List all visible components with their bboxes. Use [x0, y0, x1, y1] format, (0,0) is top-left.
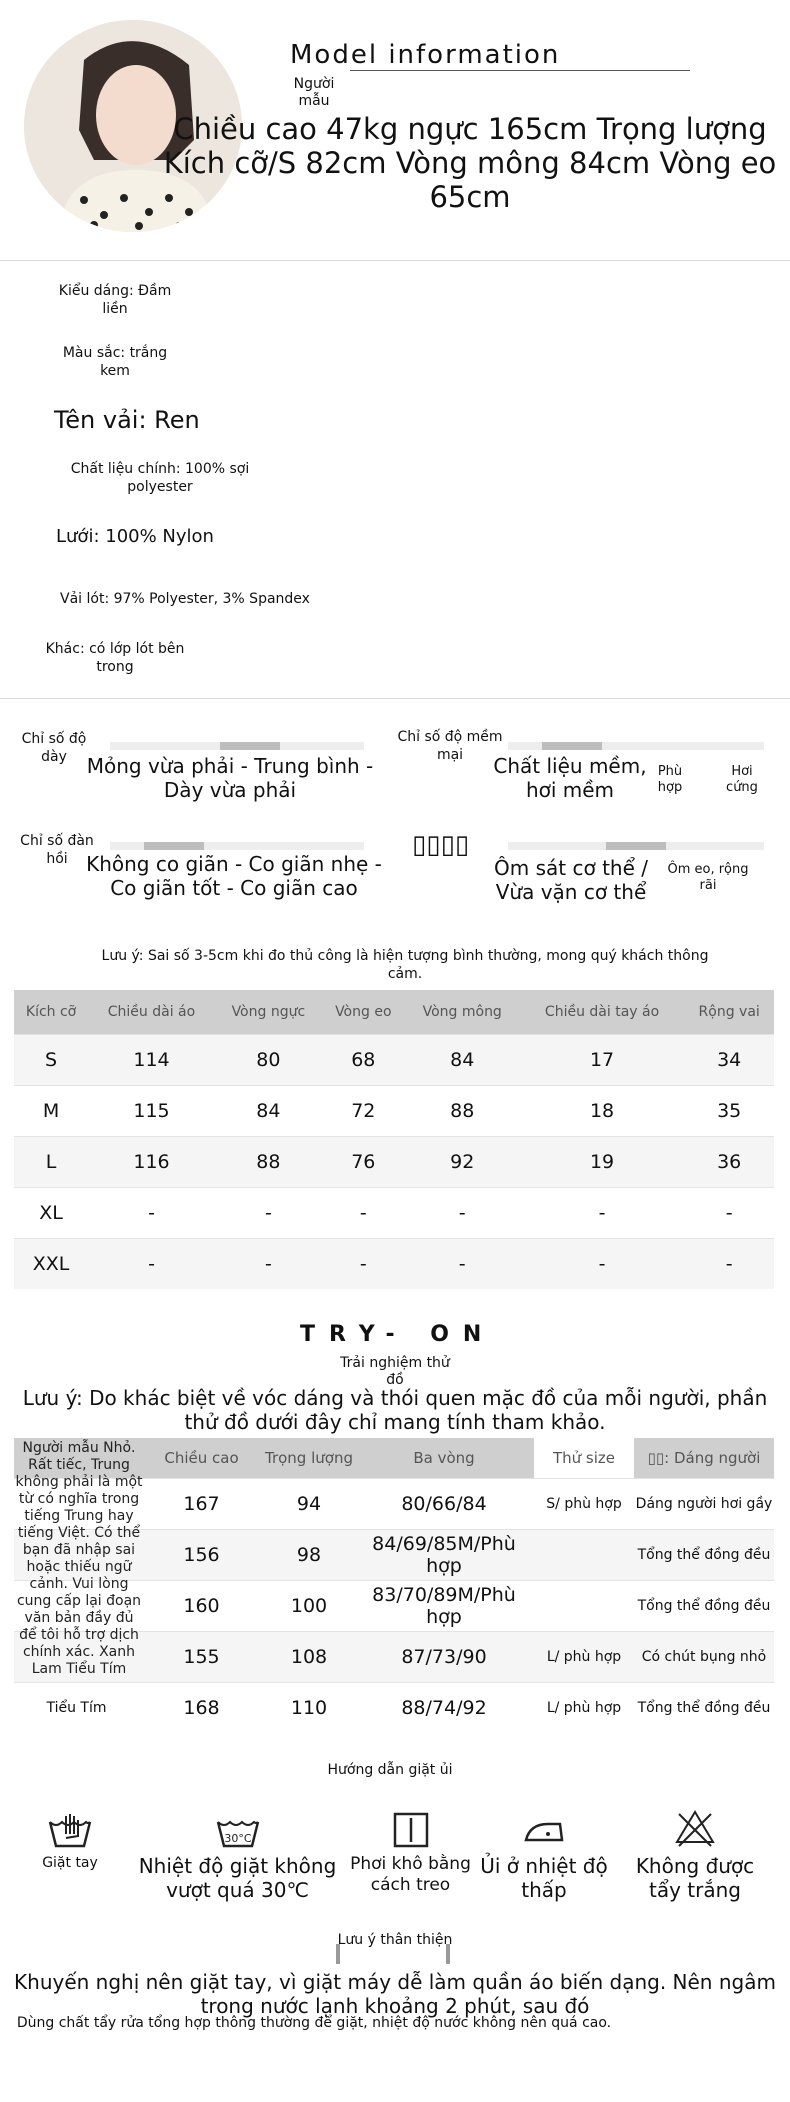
table-cell: 88: [215, 1137, 322, 1188]
table-cell: -: [88, 1239, 215, 1290]
table-cell: 88: [405, 1086, 520, 1137]
wash-title: Hướng dẫn giặt ủi: [327, 1762, 453, 1778]
tryon-subtitle: Trải nghiệm thử đồ: [340, 1355, 450, 1388]
table-row: [14, 1188, 774, 1239]
table-cell: XL: [14, 1188, 88, 1239]
wash-item-30: [130, 1812, 345, 1902]
divider: [0, 698, 790, 699]
tryon-model-names: Người mẫu Nhỏ. Rất tiếc, Trung không phải là một từ có nghĩa trong tiếng Trung hay tiếng Việt. Có thể bạn đã nhập sai hoặc thiếu ngữ cảnh. Vui lòng cung cấp lại đoạn văn bản đầy đủ để tôi hỗ trợ dịch chính xác. Xanh Lam Tiểu Tím: [15, 1440, 143, 1677]
elastic-desc: Không co giãn - Co giãn nhẹ - Co giãn tốt - Co giãn cao: [86, 852, 382, 900]
table-cell: Tổng thể đồng đều: [634, 1530, 774, 1581]
wash-item-hang: [348, 1812, 473, 1896]
table-cell: 108: [264, 1632, 354, 1683]
spec-mesh: Lưới: 100% Nylon: [56, 526, 214, 547]
table-cell: [534, 1581, 634, 1632]
tryon-note: Lưu ý: Do khác biệt về vóc dáng và thói quen mặc đồ của mỗi người, phần thử đồ dưới đây chỉ mang tính tham khảo.: [22, 1386, 768, 1434]
table-cell: -: [88, 1188, 215, 1239]
header-sleeve: Chiều dài tay áo: [520, 990, 685, 1035]
spec-material: Chất liệu chính: 100% sợi polyester: [70, 461, 250, 495]
thickness-bar: [110, 742, 364, 750]
table-cell: 160: [139, 1581, 264, 1632]
table-cell: M: [14, 1086, 88, 1137]
table-cell: 80: [215, 1035, 322, 1086]
table-row: [14, 1035, 774, 1086]
header-tried-size: Thử size: [534, 1438, 634, 1479]
table-cell: Tiểu Tím: [14, 1683, 139, 1734]
elastic-bar-fill: [144, 842, 204, 850]
tryon-title: TRY- ON: [300, 1322, 496, 1347]
header-waist: Vòng eo: [322, 990, 405, 1035]
elastic-label: Chỉ số đàn hồi: [20, 833, 94, 867]
header-bust: Vòng ngực: [215, 990, 322, 1035]
wash-label: Ủi ở nhiệt độ thấp: [480, 1854, 608, 1902]
table-cell: 72: [322, 1086, 405, 1137]
size-table-header: [14, 990, 774, 1035]
placeholder-boxes: ▯▯▯▯: [412, 830, 470, 860]
spec-color: Màu sắc: trắng kem: [62, 345, 168, 379]
iron-low-icon: [522, 1812, 566, 1848]
table-cell: 19: [520, 1137, 685, 1188]
table-cell: 84: [215, 1086, 322, 1137]
table-cell: -: [215, 1188, 322, 1239]
header-height: Chiều cao: [139, 1438, 264, 1479]
table-cell: 76: [322, 1137, 405, 1188]
wash-item-bleach: [620, 1808, 770, 1902]
table-cell: -: [520, 1239, 685, 1290]
header-body-type: ▯▯: Dáng người: [634, 1438, 774, 1479]
table-cell: 167: [139, 1479, 264, 1530]
fit-bar-fill: [606, 842, 666, 850]
table-cell: Tổng thể đồng đều: [634, 1581, 774, 1632]
fit-side: Ôm eo, rộng rãi: [667, 862, 749, 893]
table-cell: 34: [684, 1035, 774, 1086]
table-cell: 110: [264, 1683, 354, 1734]
table-cell: S/ phù hợp: [534, 1479, 634, 1530]
divider: [0, 260, 790, 261]
table-cell: L/ phù hợp: [534, 1632, 634, 1683]
table-cell: 168: [139, 1683, 264, 1734]
table-cell: 35: [684, 1086, 774, 1137]
table-cell: 116: [88, 1137, 215, 1188]
table-cell: 84: [405, 1035, 520, 1086]
table-cell: -: [322, 1188, 405, 1239]
header-shoulder: Rộng vai: [684, 990, 774, 1035]
table-cell: 88/74/92: [354, 1683, 534, 1734]
header-weight: Trọng lượng: [264, 1438, 354, 1479]
table-cell: -: [520, 1188, 685, 1239]
softness-desc: Chất liệu mềm, hơi mềm: [493, 754, 647, 802]
wash-30-icon: [216, 1812, 260, 1848]
thickness-desc: Mỏng vừa phải - Trung bình - Dày vừa phải: [86, 754, 374, 802]
wash-label: Phơi khô bằng cách treo: [350, 1854, 471, 1895]
model-title: Model information: [290, 40, 561, 70]
size-table: [14, 990, 774, 1289]
care-small-text: Dùng chất tẩy rửa tổng hợp thông thường để giặt, nhiệt độ nước không nên quá cao.: [16, 2015, 612, 2031]
table-cell: L/ phù hợp: [534, 1683, 634, 1734]
spec-lining: Vải lót: 97% Polyester, 3% Spandex: [60, 591, 310, 607]
table-cell: 94: [264, 1479, 354, 1530]
wash-item-hand: [30, 1812, 110, 1872]
table-cell: [534, 1530, 634, 1581]
wash-temp-text: 30°C: [223, 1832, 252, 1845]
wash-label: Không được tẩy trắng: [635, 1854, 755, 1902]
table-cell: 17: [520, 1035, 685, 1086]
table-cell: -: [684, 1188, 774, 1239]
table-cell: 84/69/85M/Phù hợp: [354, 1530, 534, 1581]
table-cell: 98: [264, 1530, 354, 1581]
softness-bar-fill: [542, 742, 602, 750]
table-cell: 155: [139, 1632, 264, 1683]
care-title: Lưu ý thân thiện: [337, 1932, 453, 1948]
care-text: Khuyến nghị nên giặt tay, vì giặt máy dễ làm quần áo biến dạng. Nên ngâm trong nước lạnh khoảng 2 phút, sau đó: [14, 1970, 776, 2018]
table-cell: 68: [322, 1035, 405, 1086]
table-row: [14, 1086, 774, 1137]
header-measurements: Ba vòng: [354, 1438, 534, 1479]
table-cell: -: [405, 1188, 520, 1239]
softness-side-hard: Hơi cứng: [726, 764, 758, 795]
table-cell: 83/70/89M/Phù hợp: [354, 1581, 534, 1632]
wash-item-iron: [478, 1812, 610, 1902]
hang-dry-icon: [393, 1812, 429, 1848]
spec-fabric: Tên vải: Ren: [54, 406, 200, 434]
table-cell: 114: [88, 1035, 215, 1086]
table-row: [14, 1137, 774, 1188]
thickness-label: Chỉ số độ dày: [21, 731, 87, 765]
table-cell: -: [322, 1239, 405, 1290]
table-cell: -: [215, 1239, 322, 1290]
table-cell: 36: [684, 1137, 774, 1188]
table-row: [14, 1683, 774, 1734]
table-cell: 87/73/90: [354, 1632, 534, 1683]
table-cell: 18: [520, 1086, 685, 1137]
table-cell: -: [405, 1239, 520, 1290]
spec-other: Khác: có lớp lót bên trong: [45, 641, 185, 675]
spec-style: Kiểu dáng: Đầm liền: [58, 283, 172, 317]
no-bleach-icon: [673, 1808, 717, 1848]
header-hip: Vòng mông: [405, 990, 520, 1035]
wash-label: Nhiệt độ giặt không vượt quá 30℃: [138, 1854, 337, 1902]
header-size: Kích cỡ: [14, 990, 88, 1035]
table-cell: 156: [139, 1530, 264, 1581]
table-cell: L: [14, 1137, 88, 1188]
divider: [350, 70, 690, 71]
softness-label: Chỉ số độ mềm mại: [397, 729, 503, 763]
table-cell: XXL: [14, 1239, 88, 1290]
size-note: Lưu ý: Sai số 3-5cm khi đo thủ công là hiện tượng bình thường, mong quý khách thông cảm.: [101, 948, 709, 982]
table-cell: 100: [264, 1581, 354, 1632]
table-cell: 92: [405, 1137, 520, 1188]
table-cell: Dáng người hơi gầy: [634, 1479, 774, 1530]
table-cell: Tổng thể đồng đều: [634, 1683, 774, 1734]
table-row: [14, 1239, 774, 1290]
table-cell: S: [14, 1035, 88, 1086]
table-cell: -: [684, 1239, 774, 1290]
softness-bar: [508, 742, 764, 750]
fit-bar: [508, 842, 764, 850]
wash-label: Giặt tay: [42, 1855, 98, 1871]
fit-desc: Ôm sát cơ thể / Vừa vặn cơ thể: [494, 856, 648, 904]
header-length: Chiều dài áo: [88, 990, 215, 1035]
model-subtitle: Người mẫu: [293, 76, 335, 109]
thickness-bar-fill: [220, 742, 280, 750]
table-cell: 115: [88, 1086, 215, 1137]
hand-wash-icon: [48, 1812, 92, 1848]
model-measurements: Chiều cao 47kg ngực 165cm Trọng lượng Kích cỡ/S 82cm Vòng mông 84cm Vòng eo 65cm: [163, 112, 777, 214]
table-cell: 80/66/84: [354, 1479, 534, 1530]
table-cell: Có chút bụng nhỏ: [634, 1632, 774, 1683]
softness-side-fit: Phù hợp: [657, 764, 683, 795]
elastic-bar: [110, 842, 364, 850]
